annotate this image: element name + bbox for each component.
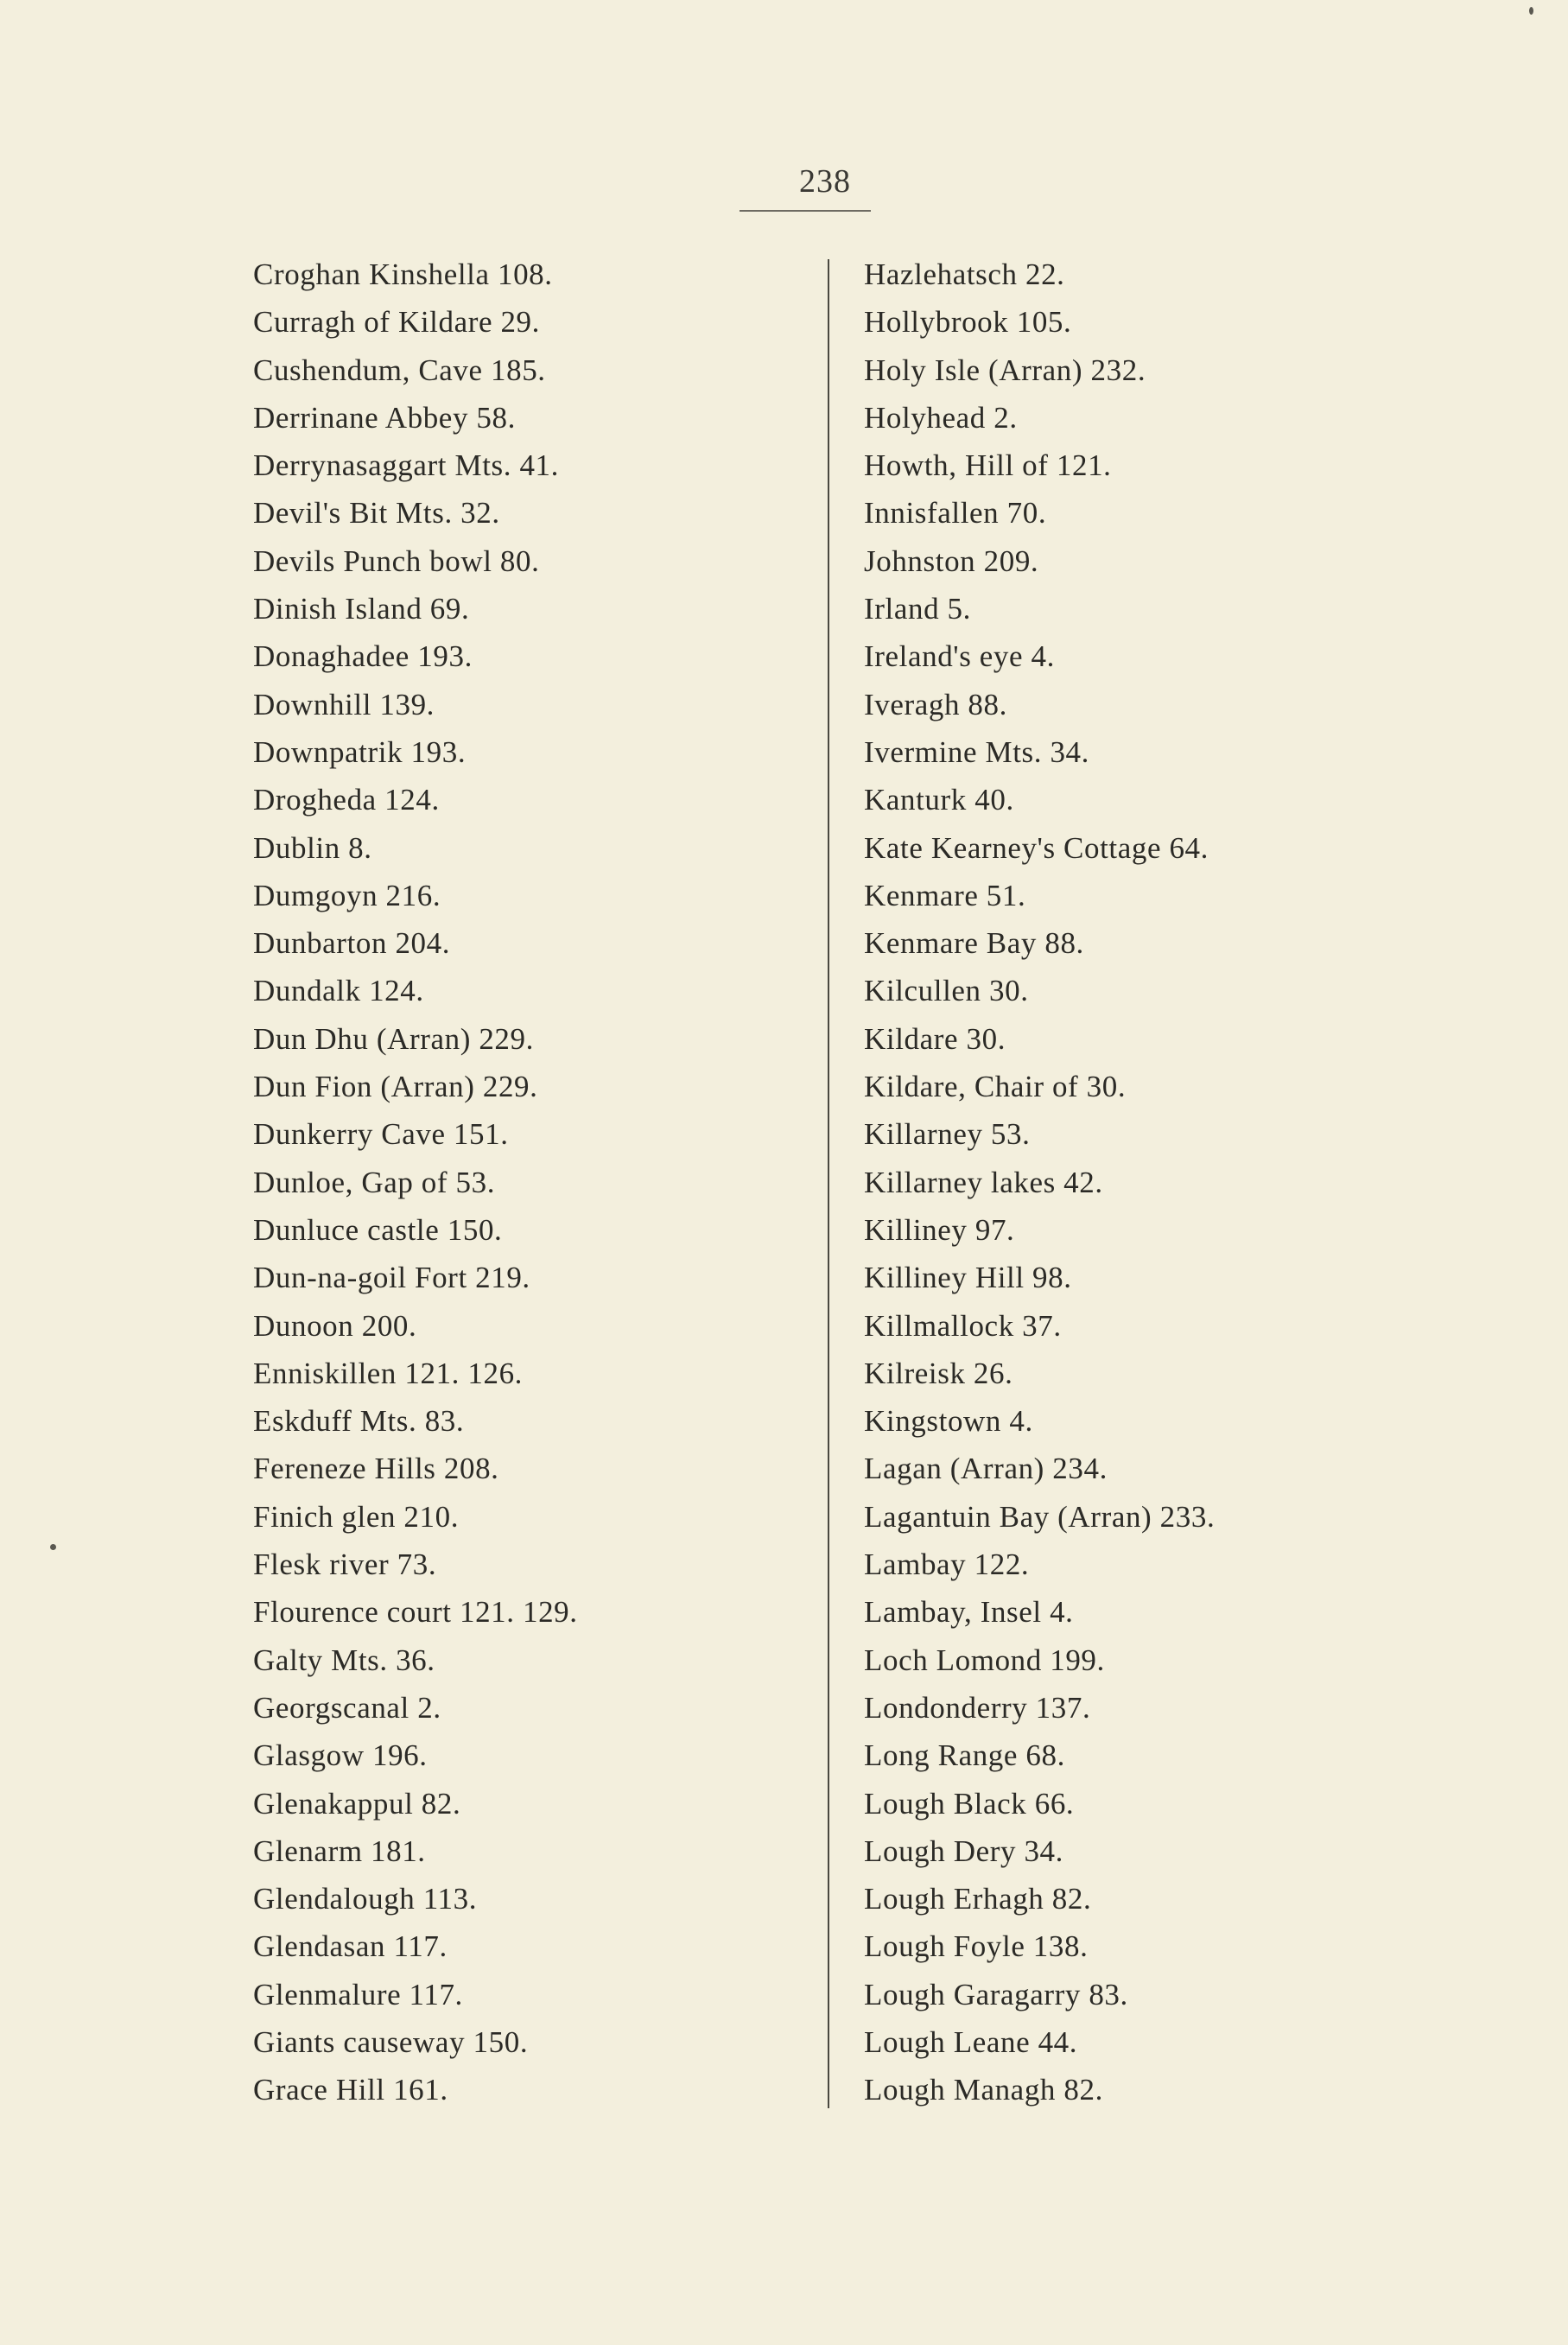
- index-entry: Glendasan 117.: [253, 1929, 448, 1964]
- index-entry: Killarney 53.: [864, 1117, 1031, 1152]
- print-speck: [50, 1544, 56, 1550]
- index-entry: Dunoon 200.: [253, 1308, 417, 1343]
- index-entry: Kate Kearney's Cottage 64.: [864, 830, 1209, 865]
- index-entry: Derrinane Abbey 58.: [253, 400, 516, 435]
- index-entry: Killiney 97.: [864, 1212, 1015, 1247]
- index-entry: Killiney Hill 98.: [864, 1261, 1072, 1295]
- index-entry: Lough Black 66.: [864, 1786, 1075, 1821]
- index-entry: Iveragh 88.: [864, 687, 1007, 721]
- index-entry: Long Range 68.: [864, 1738, 1065, 1773]
- index-entry: Donaghadee 193.: [253, 639, 473, 674]
- page-number: 238: [799, 163, 851, 200]
- index-entry: Dinish Island 69.: [253, 592, 470, 626]
- index-entry: Dun Dhu (Arran) 229.: [253, 1021, 534, 1056]
- index-entry: Lough Erhagh 82.: [864, 1882, 1092, 1916]
- index-entry: Cushendum, Cave 185.: [253, 353, 546, 387]
- index-entry: Lough Managh 82.: [864, 2073, 1103, 2107]
- index-entry: Georgscanal 2.: [253, 1690, 441, 1725]
- index-entry: Killarney lakes 42.: [864, 1165, 1103, 1199]
- index-entry: Kenmare 51.: [864, 878, 1026, 912]
- index-entry: Dunkerry Cave 151.: [253, 1117, 509, 1152]
- index-entry: Finich glen 210.: [253, 1499, 460, 1534]
- index-entry: Kenmare Bay 88.: [864, 926, 1084, 961]
- index-entry: Devils Punch bowl 80.: [253, 543, 540, 578]
- index-entry: Devil's Bit Mts. 32.: [253, 496, 500, 531]
- index-entry: Holy Isle (Arran) 232.: [864, 353, 1146, 387]
- column-divider: [828, 259, 829, 2108]
- index-entry: Howth, Hill of 121.: [864, 448, 1112, 483]
- index-entry: Glendalough 113.: [253, 1882, 478, 1916]
- index-entry: Kingstown 4.: [864, 1404, 1033, 1439]
- index-entry: Glasgow 196.: [253, 1738, 428, 1773]
- index-entry: Drogheda 124.: [253, 783, 440, 817]
- index-entry: Hollybrook 105.: [864, 305, 1072, 340]
- index-entry: Holyhead 2.: [864, 400, 1018, 435]
- index-entry: Lough Garagarry 83.: [864, 1977, 1128, 2011]
- index-entry: Dun Fion (Arran) 229.: [253, 1070, 538, 1104]
- index-entry: Ireland's eye 4.: [864, 639, 1055, 674]
- index-entry: Londonderry 137.: [864, 1690, 1091, 1725]
- index-entry: Croghan Kinshella 108.: [253, 257, 553, 291]
- index-entry: Downhill 139.: [253, 687, 435, 721]
- index-entry: Flourence court 121. 129.: [253, 1595, 578, 1630]
- index-entry: Grace Hill 161.: [253, 2073, 448, 2107]
- index-entry: Glenarm 181.: [253, 1833, 426, 1868]
- index-entry: Curragh of Kildare 29.: [253, 305, 540, 340]
- index-entry: Kilreisk 26.: [864, 1356, 1013, 1390]
- index-entry: Dundalk 124.: [253, 974, 424, 1008]
- index-entry: Lough Leane 44.: [864, 2024, 1078, 2059]
- index-entry: Dun-na-goil Fort 219.: [253, 1261, 530, 1295]
- print-speck: [1529, 7, 1533, 15]
- header-rule: [740, 210, 871, 212]
- index-entry: Kilcullen 30.: [864, 974, 1029, 1008]
- index-entry: Eskduff Mts. 83.: [253, 1404, 465, 1439]
- index-entry: Downpatrik 193.: [253, 734, 467, 769]
- index-entry: Derrynasaggart Mts. 41.: [253, 448, 559, 483]
- index-entry: Kildare, Chair of 30.: [864, 1070, 1127, 1104]
- index-entry: Innisfallen 70.: [864, 496, 1047, 531]
- index-entry: Killmallock 37.: [864, 1308, 1062, 1343]
- index-entry: Dublin 8.: [253, 830, 372, 865]
- index-column-left: [253, 251, 578, 2114]
- index-entry: Irland 5.: [864, 592, 971, 626]
- index-entry: Fereneze Hills 208.: [253, 1452, 499, 1486]
- index-entry: Lough Foyle 138.: [864, 1929, 1089, 1964]
- index-entry: Flesk river 73.: [253, 1547, 437, 1582]
- index-entry: Kanturk 40.: [864, 783, 1014, 817]
- index-entry: Johnston 209.: [864, 543, 1039, 578]
- index-entry: Hazlehatsch 22.: [864, 257, 1065, 291]
- index-entry: Lagan (Arran) 234.: [864, 1452, 1108, 1486]
- index-entry: Enniskillen 121. 126.: [253, 1356, 524, 1390]
- index-entry: Loch Lomond 199.: [864, 1643, 1105, 1677]
- index-column-right: [864, 251, 1215, 2114]
- index-entry: Galty Mts. 36.: [253, 1643, 435, 1677]
- index-entry: Lambay 122.: [864, 1547, 1030, 1582]
- index-entry: Lough Dery 34.: [864, 1833, 1063, 1868]
- index-entry: Dunluce castle 150.: [253, 1212, 503, 1247]
- index-entry: Glenmalure 117.: [253, 1977, 463, 2011]
- index-entry: Glenakappul 82.: [253, 1786, 461, 1821]
- index-entry: Giants causeway 150.: [253, 2024, 529, 2059]
- index-entry: Lagantuin Bay (Arran) 233.: [864, 1499, 1216, 1534]
- index-entry: Kildare 30.: [864, 1021, 1006, 1056]
- index-entry: Dunbarton 204.: [253, 926, 451, 961]
- index-entry: Dunloe, Gap of 53.: [253, 1165, 496, 1199]
- index-entry: Lambay, Insel 4.: [864, 1595, 1074, 1630]
- index-entry: Dumgoyn 216.: [253, 878, 441, 912]
- index-entry: Ivermine Mts. 34.: [864, 734, 1089, 769]
